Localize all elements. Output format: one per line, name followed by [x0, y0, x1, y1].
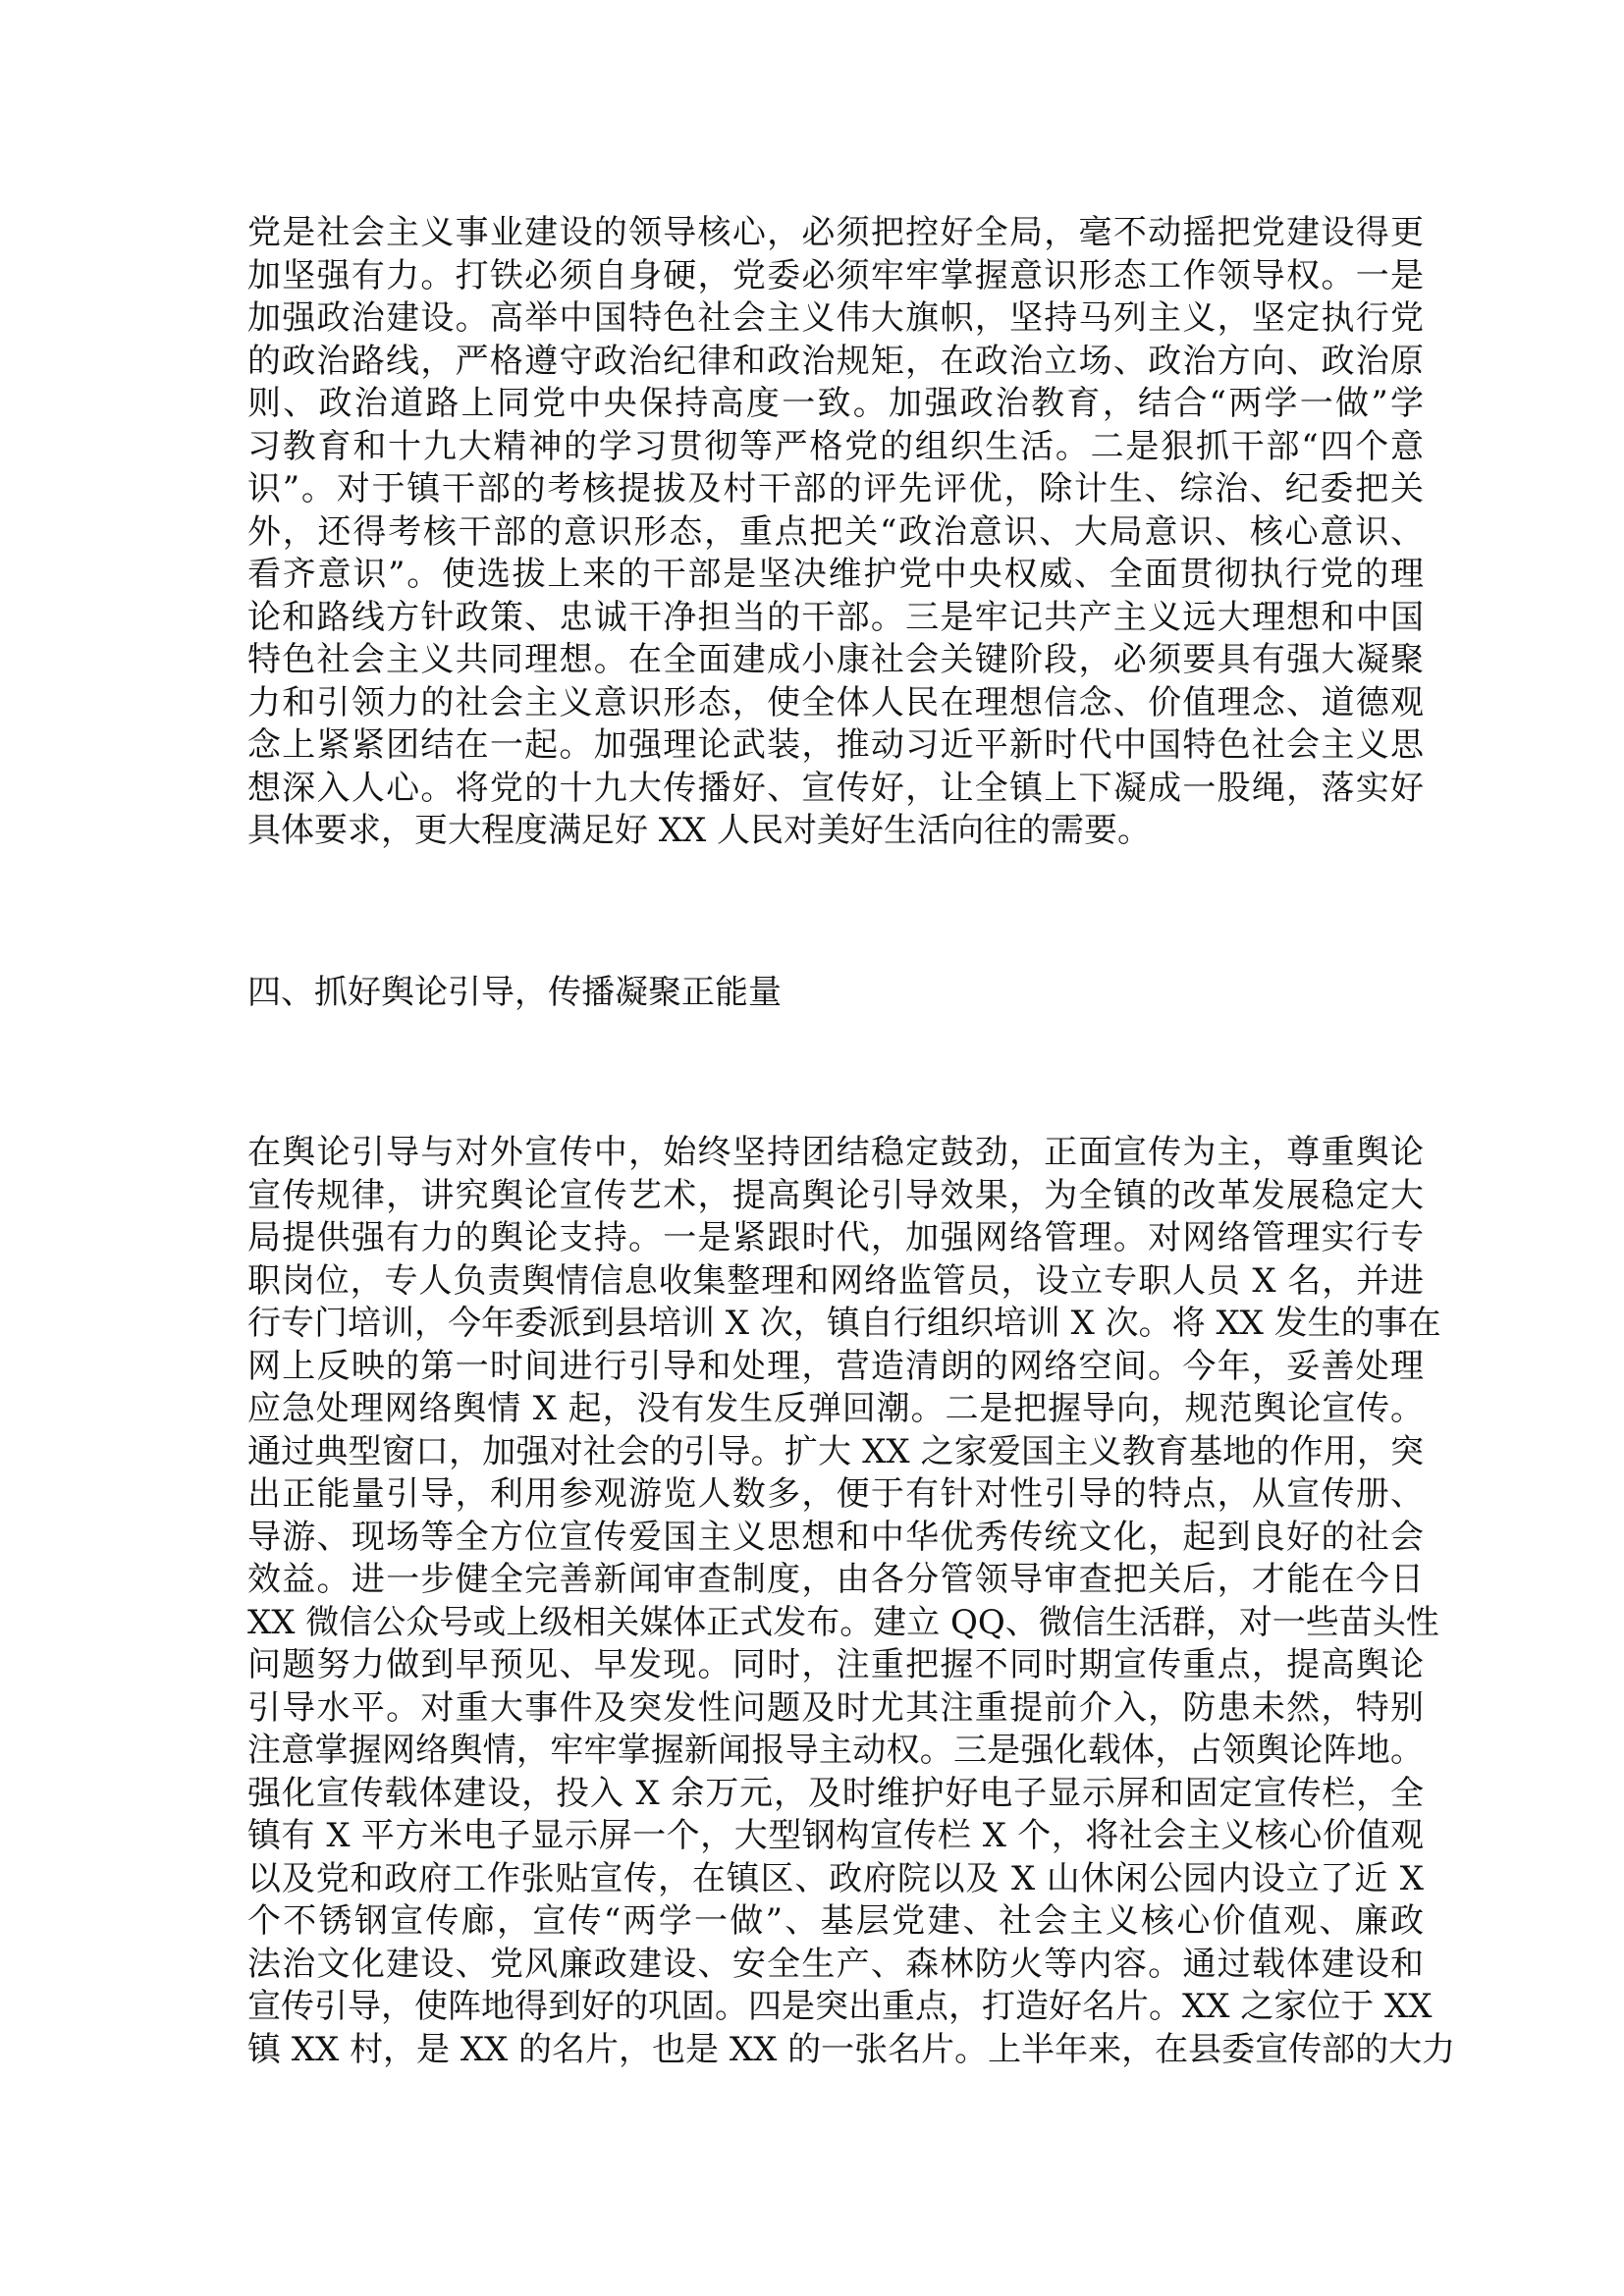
- text-line: 习教育和十九大精神的学习贯彻等严格党的组织生活。二是狠抓干部“四个意: [247, 426, 1424, 466]
- text-line: 效益。进一步健全完善新闻审查制度，由各分管领导审查把关后，才能在今日: [247, 1560, 1424, 1599]
- text-line: 镇 XX 村，是 XX 的名片，也是 XX 的一张名片。上半年来，在县委宣传部的大力: [247, 2029, 1456, 2069]
- text-line: 力和引领力的社会主义意识形态，使全体人民在理想信念、价值理念、道德观: [247, 682, 1424, 722]
- text-line: 强化宣传载体建设，投入 X 余万元，及时维护好电子显示屏和固定宣传栏，全: [247, 1773, 1424, 1813]
- text-line: 想深入人心。将党的十九大传播好、宣传好，让全镇上下凝成一股绳，落实好: [247, 768, 1424, 808]
- text-line: 具体要求，更大程度满足好 XX 人民对美好生活向往的需要。: [247, 811, 1152, 850]
- text-line: 网上反映的第一时间进行引导和处理，营造清朗的网络空间。今年，妥善处理: [247, 1346, 1424, 1386]
- text-line: 局提供强有力的舆论支持。一是紧跟时代，加强网络管理。对网络管理实行专: [247, 1218, 1424, 1257]
- text-line: 出正能量引导，利用参观游览人数多，便于有针对性引导的特点，从宣传册、: [247, 1474, 1424, 1514]
- section-heading: [247, 972, 1424, 1015]
- text-line: 的政治路线，严格遵守政治纪律和政治规矩，在政治立场、政治方向、政治原: [247, 341, 1424, 381]
- text-line: 宣传规律，讲究舆论宣传艺术，提高舆论引导效果，为全镇的改革发展稳定大: [247, 1175, 1424, 1215]
- text-line: 通过典型窗口，加强对社会的引导。扩大 XX 之家爱国主义教育基地的作用，突: [247, 1431, 1424, 1471]
- text-line: 行专门培训，今年委派到县培训 X 次，镇自行组织培训 X 次。将 XX 发生的事在: [247, 1304, 1441, 1343]
- text-line: 引导水平。对重大事件及突发性问题及时尤其注重提前介入，防患未然，特别: [247, 1687, 1424, 1728]
- heading-text: 四、抓好舆论引导，传播凝聚正能量: [247, 973, 782, 1012]
- text-line: 应急处理网络舆情 X 起，没有发生反弹回潮。二是把握导向，规范舆论宣传。: [247, 1389, 1424, 1428]
- text-line: 以及党和政府工作张贴宣传，在镇区、政府院以及 X 山休闲公园内设立了近 X: [247, 1858, 1424, 1898]
- text-line: 加坚强有力。打铁必须自身硬，党委必须牢牢掌握意识形态工作领导权。一是: [247, 255, 1424, 295]
- text-line: 职岗位，专人负责舆情信息收集整理和网络监管员，设立专职人员 X 名，并进: [247, 1260, 1424, 1301]
- text-line: 导游、现场等全方位宣传爱国主义思想和中华优秀传统文化，起到良好的社会: [247, 1517, 1424, 1557]
- text-line: 个不锈钢宣传廊，宣传“两学一做”、基层党建、社会主义核心价值观、廉政: [247, 1901, 1424, 1941]
- paragraph-party-building: [247, 212, 1424, 853]
- paragraph-public-opinion: [247, 1132, 1456, 2071]
- text-line: 镇有 X 平方米电子显示屏一个，大型钢构宣传栏 X 个，将社会主义核心价值观: [247, 1816, 1424, 1855]
- text-line: 识”。对于镇干部的考核提拔及村干部的评先评优，除计生、综治、纪委把关: [247, 469, 1424, 508]
- text-line: XX 微信公众号或上级相关媒体正式发布。建立 QQ、微信生活群，对一些苗头性: [247, 1602, 1439, 1642]
- text-line: 看齐意识”。使选拔上来的干部是坚决维护党中央权威、全面贯彻执行党的理: [247, 555, 1424, 594]
- text-line: 法治文化建设、党风廉政建设、安全生产、森林防火等内容。通过载体建设和: [247, 1944, 1424, 1984]
- text-line: 论和路线方针政策、忠诚干净担当的干部。三是牢记共产主义远大理想和中国: [247, 597, 1424, 637]
- text-line: 问题努力做到早预见、早发现。同时，注重把握不同时期宣传重点，提高舆论: [247, 1645, 1424, 1684]
- text-line: 念上紧紧团结在一起。加强理论武装，推动习近平新时代中国特色社会主义思: [247, 725, 1424, 765]
- text-line: 外，还得考核干部的意识形态，重点把关“政治意识、大局意识、核心意识、: [247, 511, 1424, 552]
- text-line: 宣传引导，使阵地得到好的巩固。四是突出重点，打造好名片。XX 之家位于 XX: [247, 1987, 1433, 2026]
- text-line: 加强政治建设。高举中国特色社会主义伟大旗帜，坚持马列主义，坚定执行党: [247, 298, 1424, 338]
- text-line: 特色社会主义共同理想。在全面建成小康社会关键阶段，必须要具有强大凝聚: [247, 640, 1424, 679]
- text-line: 则、政治道路上同党中央保持高度一致。加强政治教育，结合“两学一做”学: [247, 384, 1424, 423]
- text-line: 在舆论引导与对外宣传中，始终坚持团结稳定鼓劲，正面宣传为主，尊重舆论: [247, 1133, 1424, 1172]
- text-line: 党是社会主义事业建设的领导核心，必须把控好全局，毫不动摇把党建设得更: [247, 213, 1424, 252]
- text-line: 注意掌握网络舆情，牢牢掌握新闻报导主动权。三是强化载体，占领舆论阵地。: [247, 1731, 1424, 1770]
